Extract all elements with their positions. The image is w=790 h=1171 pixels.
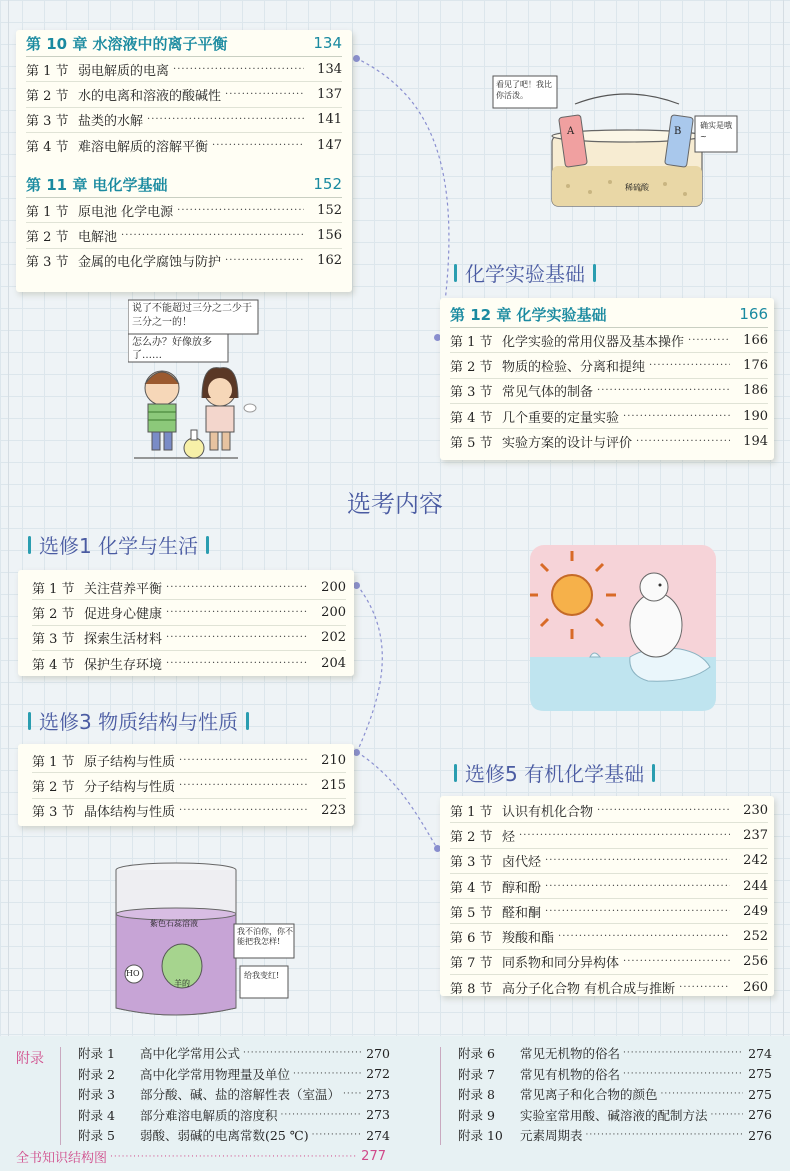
section-title: 关注营养平衡 <box>84 581 163 597</box>
chapter-title-text: 第 12 章 化学实验基础 <box>450 305 607 324</box>
leader-dots <box>623 956 730 967</box>
leader-dots <box>623 1048 743 1058</box>
structure-map-label: 全书知识结构图 <box>16 1151 108 1166</box>
section-title: 卤代烃 <box>502 855 542 871</box>
section-number: 第 7 节 <box>450 956 493 972</box>
chapter-page: 134 <box>313 34 342 52</box>
section-number: 第 2 节 <box>32 779 75 795</box>
molecule-label: HO <box>126 969 140 978</box>
appendix-number: 附录 2 <box>78 1066 115 1082</box>
section-number: 第 1 节 <box>32 581 75 597</box>
leader-dots <box>649 360 730 371</box>
section-page: 252 <box>743 929 768 945</box>
toc-row[interactable] <box>450 849 768 874</box>
section-page: 230 <box>743 802 768 818</box>
section-number: 第 5 节 <box>450 435 493 451</box>
structure-map-link[interactable] <box>16 1147 386 1166</box>
elective3-header <box>20 706 257 735</box>
leader-dots <box>679 982 730 993</box>
lab-section-header <box>446 258 604 287</box>
section-number: 第 2 节 <box>26 230 69 246</box>
toc-row[interactable] <box>450 975 768 999</box>
toc-card-elective3 <box>18 744 354 826</box>
section-page: 166 <box>743 332 768 348</box>
section-number: 第 3 节 <box>32 632 75 648</box>
appendix-title: 常见离子和化合物的颜色 <box>520 1087 658 1103</box>
leader-dots <box>173 64 304 75</box>
chapter-page: 152 <box>313 175 342 194</box>
section-page: 194 <box>743 433 768 449</box>
appendix-number: 附录 3 <box>78 1087 115 1103</box>
section-page: 256 <box>743 954 768 970</box>
section-page: 237 <box>743 827 768 843</box>
section-title: 盐类的水解 <box>78 114 144 130</box>
section-page: 141 <box>317 112 342 128</box>
appendix-number: 附录 6 <box>458 1046 495 1062</box>
connector-dot <box>353 749 360 756</box>
chapter-page: 166 <box>739 305 768 323</box>
kids-illustration <box>128 298 368 470</box>
header-bar <box>28 712 31 730</box>
toc-row[interactable] <box>32 799 346 823</box>
chapter-12-title[interactable] <box>450 303 768 328</box>
toc-row[interactable] <box>450 823 768 848</box>
leader-dots <box>179 755 308 766</box>
section-number: 第 8 节 <box>450 981 493 997</box>
leader-dots <box>243 1048 361 1058</box>
appendix-row[interactable] <box>440 1105 772 1126</box>
section-title: 金属的电化学腐蚀与防护 <box>78 255 222 271</box>
appendix-page: 274 <box>366 1127 390 1143</box>
leader-dots <box>586 1130 743 1140</box>
section-title: 常见气体的制备 <box>502 385 594 401</box>
appendix-row[interactable] <box>440 1084 772 1105</box>
section-title: 保护生存环境 <box>84 657 163 673</box>
section-number: 第 3 节 <box>32 805 75 821</box>
toc-row[interactable] <box>450 924 768 949</box>
section-title: 烃 <box>502 829 516 845</box>
section-page: 260 <box>743 979 768 995</box>
appendix-title: 常见有机物的俗名 <box>520 1066 621 1082</box>
section-number: 第 4 节 <box>26 139 69 155</box>
section-page: 249 <box>743 903 768 919</box>
header-bar <box>246 712 249 730</box>
appendix-title: 部分难溶电解质的溶度积 <box>140 1107 278 1123</box>
section-number: 第 2 节 <box>450 829 493 845</box>
section-title: 电解池 <box>78 230 118 246</box>
chapter-10-sections <box>26 57 342 157</box>
speech-bubble: 说了不能超过三分之二少于三分之一的！ <box>132 303 252 328</box>
section-title: 同系物和同分异构体 <box>502 956 620 972</box>
solution-label: 稀硫酸 <box>625 183 649 192</box>
electrolysis-illustration <box>490 74 740 214</box>
toc-row[interactable] <box>26 223 342 248</box>
section-page: 190 <box>743 408 768 424</box>
section-title: 难溶电解质的溶解平衡 <box>78 139 209 155</box>
toc-row[interactable] <box>32 651 346 675</box>
connector-dot <box>353 582 360 589</box>
toc-row[interactable] <box>26 249 342 273</box>
toc-row[interactable] <box>26 57 342 82</box>
section-title: 高分子化合物 有机合成与推断 <box>502 981 676 997</box>
toc-row[interactable] <box>450 404 768 429</box>
toc-row[interactable] <box>32 773 346 798</box>
chapter-title-text: 第 11 章 电化学基础 <box>26 175 168 194</box>
section-title: 物质的检验、分离和提纯 <box>502 359 646 375</box>
appendix-title: 常见无机物的俗名 <box>520 1046 621 1062</box>
toc-row[interactable] <box>450 874 768 899</box>
appendix-number: 附录 5 <box>78 1128 115 1144</box>
section-title: 水的电离和溶液的酸碱性 <box>78 88 222 104</box>
toc-row[interactable] <box>450 950 768 975</box>
speech-bubble: 给我变红! <box>244 971 280 980</box>
section-page: 162 <box>317 253 342 269</box>
header-bar <box>454 764 457 782</box>
header-text: 化学实验基础 <box>465 262 585 286</box>
section-page: 200 <box>321 579 346 595</box>
section-number: 第 2 节 <box>450 359 493 375</box>
appendix-page: 275 <box>748 1086 772 1102</box>
appendix-title: 实验室常用酸、碱溶液的配制方法 <box>520 1107 708 1123</box>
section-page: 210 <box>321 752 346 768</box>
section-number: 第 3 节 <box>26 114 69 130</box>
toc-card-elective5 <box>440 796 774 996</box>
section-number: 第 1 节 <box>450 334 493 350</box>
appendix-page: 276 <box>748 1107 772 1123</box>
section-title: 促进身心健康 <box>84 606 163 622</box>
appendix-row[interactable] <box>440 1064 772 1085</box>
toc-row[interactable] <box>32 600 346 625</box>
header-text: 选修3 物质结构与性质 <box>39 710 239 734</box>
toc-row[interactable] <box>26 108 342 133</box>
appendix-row[interactable] <box>440 1125 772 1146</box>
speech-bubble: 确实是哦~ <box>700 121 732 141</box>
appendix-number: 附录 1 <box>78 1046 115 1062</box>
appendix-number: 附录 7 <box>458 1066 495 1082</box>
leader-dots <box>343 1089 361 1099</box>
leader-dots <box>545 855 730 866</box>
appendix-title: 高中化学常用公式 <box>140 1046 241 1062</box>
section-page: 242 <box>743 853 768 869</box>
leader-dots <box>636 436 730 447</box>
connector-dot <box>353 55 360 62</box>
section-page: 137 <box>317 86 342 102</box>
leader-dots <box>281 1110 361 1120</box>
leader-dots <box>225 255 304 266</box>
section-page: 204 <box>321 655 346 671</box>
section-page: 244 <box>743 878 768 894</box>
leader-dots <box>545 906 730 917</box>
section-title: 弱电解质的电离 <box>78 63 170 79</box>
appendix-number: 附录 9 <box>458 1107 495 1123</box>
section-number: 第 3 节 <box>450 855 493 871</box>
appendix-label: 附录 <box>16 1051 44 1067</box>
appendix-number: 附录 4 <box>78 1107 115 1123</box>
appendix-page: 275 <box>748 1066 772 1082</box>
section-number: 第 6 节 <box>450 931 493 947</box>
header-bar <box>28 536 31 554</box>
toc-row[interactable] <box>450 899 768 924</box>
appendix-title: 元素周期表 <box>520 1128 583 1144</box>
section-title: 醛和酮 <box>502 905 542 921</box>
toc-row[interactable] <box>26 82 342 107</box>
appendix-page: 272 <box>366 1066 390 1082</box>
chapter-title-text: 第 10 章 水溶液中的离子平衡 <box>26 34 228 53</box>
structure-map-page: 277 <box>361 1149 386 1164</box>
header-bar <box>206 536 209 554</box>
appendix-page: 274 <box>748 1045 772 1061</box>
section-page: 176 <box>743 357 768 373</box>
section-page: 134 <box>317 61 342 77</box>
toc-row[interactable] <box>450 429 768 453</box>
appendix-left-column <box>60 1043 390 1146</box>
appendix-page: 270 <box>366 1045 390 1061</box>
leader-dots <box>597 805 730 816</box>
creature-tag: 羊的 <box>174 979 190 988</box>
solution-label: 紫色石蕊溶液 <box>150 919 198 928</box>
appendix-row[interactable] <box>60 1084 390 1105</box>
section-page: 186 <box>743 383 768 399</box>
appendix-page: 276 <box>748 1127 772 1143</box>
leader-dots <box>545 881 730 892</box>
section-number: 第 4 节 <box>32 657 75 673</box>
leader-dots <box>661 1089 743 1099</box>
section-number: 第 2 节 <box>26 88 69 104</box>
appendix-row[interactable] <box>60 1064 390 1085</box>
leader-dots <box>519 830 730 841</box>
leader-dots <box>166 607 308 618</box>
toc-card-ch12 <box>440 298 774 460</box>
leader-dots <box>212 140 304 151</box>
toc-row[interactable] <box>32 626 346 651</box>
section-page: 152 <box>317 202 342 218</box>
section-page: 223 <box>321 803 346 819</box>
leader-dots <box>711 1110 743 1120</box>
section-title: 探索生活材料 <box>84 632 163 648</box>
chapter-12-sections <box>450 328 768 453</box>
polar-bear-illustration <box>530 545 716 711</box>
leader-dots <box>688 335 730 346</box>
leader-dots <box>623 411 730 422</box>
speech-bubble: 我不泊你，你不能把我怎样! <box>237 927 293 946</box>
section-title: 化学实验的常用仪器及基本操作 <box>502 334 685 350</box>
chapter-11-title[interactable] <box>26 173 342 198</box>
elective5-header <box>446 758 663 787</box>
section-title: 醇和酚 <box>502 880 542 896</box>
leader-dots <box>558 931 730 942</box>
section-number: 第 2 节 <box>32 606 75 622</box>
appendix-title: 弱酸、弱碱的电离常数(25 ℃) <box>140 1128 309 1144</box>
section-number: 第 1 节 <box>26 63 69 79</box>
column-divider <box>60 1047 61 1145</box>
section-number: 第 1 节 <box>32 754 75 770</box>
header-text: 选修1 化学与生活 <box>39 534 199 558</box>
chapter-10-title[interactable] <box>26 32 342 57</box>
section-number: 第 3 节 <box>450 385 493 401</box>
section-title: 几个重要的定量实验 <box>502 410 620 426</box>
chapter-11-sections <box>26 198 342 273</box>
toc-row[interactable] <box>32 748 346 773</box>
appendix-title: 部分酸、碱、盐的溶解性表（室温） <box>140 1087 341 1103</box>
section-number: 第 4 节 <box>450 880 493 896</box>
appendix-row[interactable] <box>60 1043 390 1064</box>
section-number: 第 3 节 <box>26 255 69 271</box>
section-page: 200 <box>321 604 346 620</box>
appendix-row[interactable] <box>60 1125 390 1146</box>
electrode-label: A <box>567 126 575 137</box>
toc-row[interactable] <box>450 353 768 378</box>
section-title: 分子结构与性质 <box>84 779 176 795</box>
section-number: 第 1 节 <box>450 804 493 820</box>
section-title: 认识有机化合物 <box>502 804 594 820</box>
section-number: 第 4 节 <box>450 410 493 426</box>
section-title: 羧酸和酯 <box>502 931 555 947</box>
electrode-label: B <box>674 126 682 137</box>
speech-bubble: 看见了吧！我比你活泼。 <box>496 80 552 100</box>
section-page: 156 <box>317 228 342 244</box>
section-page: 215 <box>321 777 346 793</box>
leader-dots <box>177 205 304 216</box>
elective-content-title: 选考内容 <box>347 490 443 518</box>
polar-bear-drawing <box>530 545 716 711</box>
leader-dots <box>166 582 308 593</box>
leader-dots <box>293 1069 361 1079</box>
section-number: 第 1 节 <box>26 204 69 220</box>
section-page: 202 <box>321 630 346 646</box>
toc-row[interactable] <box>450 798 768 823</box>
section-number: 第 5 节 <box>450 905 493 921</box>
leader-dots <box>597 385 730 396</box>
leader-dots <box>166 658 308 669</box>
appendix-title: 高中化学常用物理量及单位 <box>140 1066 291 1082</box>
appendix-page: 273 <box>366 1107 390 1123</box>
appendix-row[interactable] <box>60 1105 390 1126</box>
toc-row[interactable] <box>26 198 342 223</box>
section-page: 147 <box>317 137 342 153</box>
toc-row[interactable] <box>450 379 768 404</box>
litmus-illustration <box>110 862 310 1022</box>
toc-row[interactable] <box>450 328 768 353</box>
leader-dots <box>225 89 304 100</box>
column-divider <box>440 1047 441 1145</box>
leader-dots <box>179 805 308 816</box>
leader-dots <box>166 632 308 643</box>
toc-row[interactable] <box>26 133 342 157</box>
appendix-number: 附录 8 <box>458 1087 495 1103</box>
appendix-number: 附录 10 <box>458 1128 503 1144</box>
toc-row[interactable] <box>32 575 346 600</box>
speech-bubble: 怎么办？好像放多了…… <box>132 337 212 361</box>
toc-card-elective1 <box>18 570 354 676</box>
appendix-page: 273 <box>366 1086 390 1102</box>
leader-dots <box>110 1152 358 1162</box>
section-title: 原电池 化学电源 <box>78 204 174 220</box>
leader-dots <box>623 1069 743 1079</box>
header-bar <box>593 264 596 282</box>
section-title: 实验方案的设计与评价 <box>502 435 633 451</box>
appendix-row[interactable] <box>440 1043 772 1064</box>
header-text: 选修5 有机化学基础 <box>465 762 645 786</box>
header-bar <box>454 264 457 282</box>
appendix-section <box>0 1036 790 1171</box>
appendix-right-column <box>440 1043 772 1146</box>
toc-card-ch10-11 <box>16 30 352 292</box>
elective1-header <box>20 530 217 559</box>
header-bar <box>652 764 655 782</box>
leader-dots <box>147 114 304 125</box>
section-title: 晶体结构与性质 <box>84 805 176 821</box>
leader-dots <box>121 230 304 241</box>
section-title: 原子结构与性质 <box>84 754 176 770</box>
leader-dots <box>312 1130 361 1140</box>
leader-dots <box>179 780 308 791</box>
